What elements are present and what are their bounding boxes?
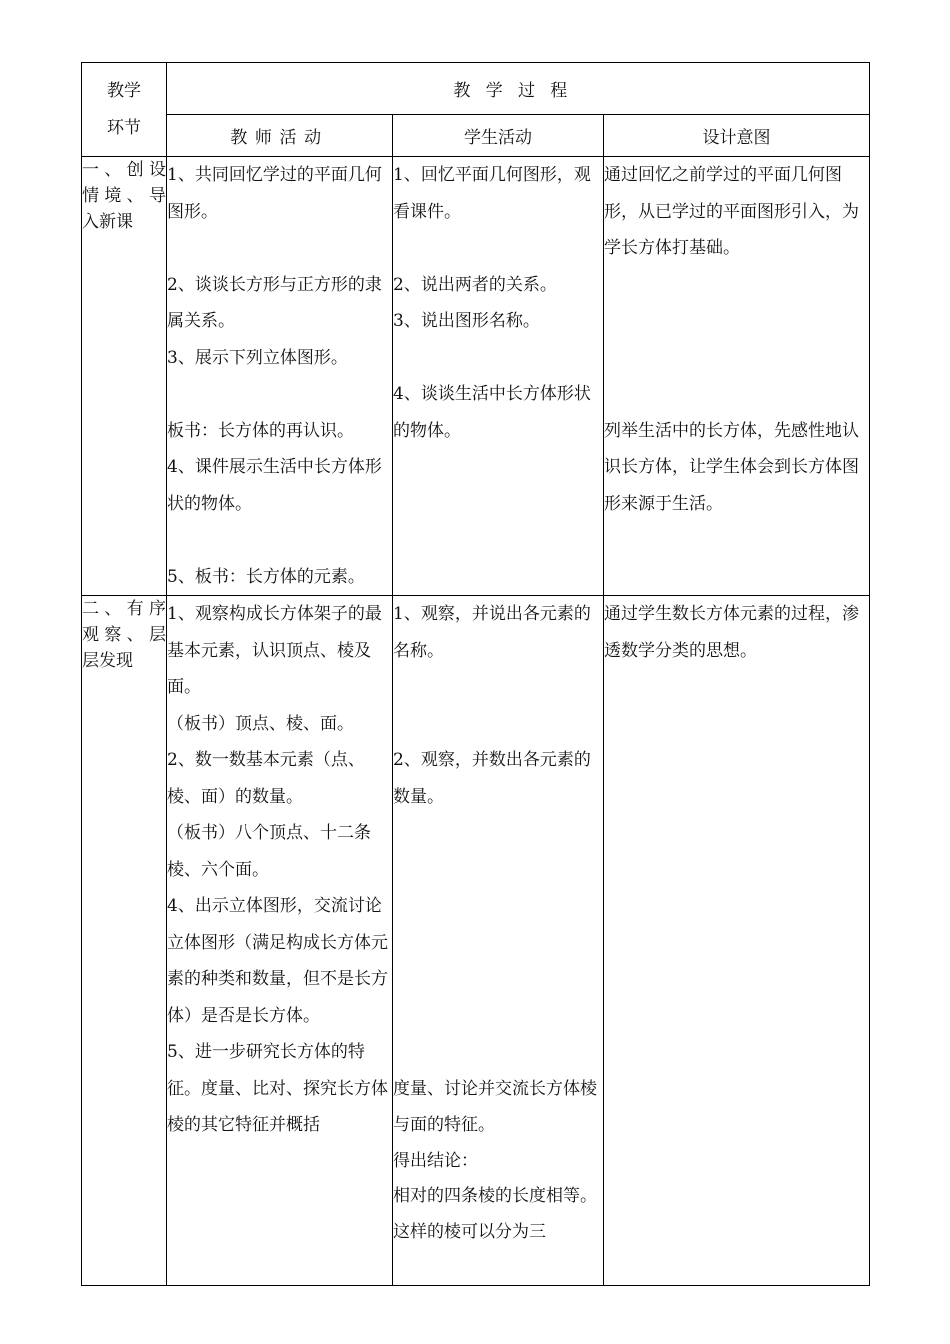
table-row	[82, 596, 870, 1286]
list-item: 这样的棱可以分为三	[393, 1222, 546, 1242]
stage-cell: 一、创设情境、导入新课	[82, 157, 167, 596]
list-item: 5、进一步研究长方体的特征。度量、比对、探究长方体棱的其它特征并概括	[167, 1042, 388, 1135]
design-intent-header: 设计意图	[604, 114, 870, 156]
teacher-activity-cell	[167, 596, 393, 1286]
list-item: 得出结论：	[393, 1150, 478, 1171]
teacher-activity-header: 教师活动	[167, 114, 393, 156]
design-intent-cell	[604, 157, 870, 596]
design-intent-cell	[604, 596, 870, 1286]
lesson-plan-table	[81, 62, 870, 1286]
process-header: 教学过程	[167, 63, 870, 115]
list-item: 通过回忆之前学过的平面几何图形，从已学过的平面图形引入，为学长方体打基础。	[604, 165, 859, 258]
stage-header	[82, 63, 167, 157]
teacher-activity-cell	[167, 157, 393, 596]
list-item: 1、观察，并说出各元素的名称。	[393, 604, 591, 661]
student-activity-header: 学生活动	[393, 114, 604, 156]
list-item: 1、回忆平面几何图形，观看课件。	[393, 165, 591, 222]
list-item: 2、数一数基本元素（点、棱、面）的数量。	[167, 750, 365, 807]
list-item: 度量、讨论并交流长方体棱与面的特征。	[393, 1078, 597, 1135]
list-item: （板书）顶点、棱、面。	[167, 713, 354, 734]
list-item: 4、谈谈生活中长方体形状的物体。	[393, 384, 591, 441]
list-item: （板书）八个顶点、十二条棱、六个面。	[167, 823, 371, 880]
list-item: 板书：长方体的再认识。	[167, 420, 354, 441]
list-item: 3、说出图形名称。	[393, 311, 540, 331]
table-row	[82, 157, 870, 596]
list-item: 2、观察，并数出各元素的数量。	[393, 750, 591, 807]
list-item: 2、谈谈长方形与正方形的隶属关系。	[167, 274, 382, 331]
list-item: 1、观察构成长方体架子的最基本元素，认识顶点、棱及面。	[167, 604, 382, 697]
list-item: 通过学生数长方体元素的过程，渗透数学分类的思想。	[604, 604, 859, 661]
student-activity-cell	[393, 157, 604, 596]
list-item: 1、共同回忆学过的平面几何图形。	[167, 165, 382, 222]
list-item: 4、课件展示生活中长方体形状的物体。	[167, 457, 382, 514]
list-item: 4、出示立体图形，交流讨论立体图形（满足构成长方体元素的种类和数量，但不是长方体）是否是长方体。	[167, 896, 388, 1026]
stage-header-line2: 环节	[107, 117, 141, 138]
stage-header-line1: 教学	[107, 80, 141, 101]
list-item: 列举生活中的长方体，先感性地认识长方体，让学生体会到长方体图形来源于生活。	[604, 420, 859, 514]
stage-cell: 二、有序观察、层层发现	[82, 596, 167, 1286]
list-item: 2、说出两者的关系。	[393, 274, 557, 295]
list-item: 3、展示下列立体图形。	[167, 347, 348, 368]
list-item: 5、板书：长方体的元素。	[167, 566, 365, 587]
student-activity-cell	[393, 596, 604, 1286]
list-item: 相对的四条棱的长度相等。	[393, 1185, 597, 1206]
